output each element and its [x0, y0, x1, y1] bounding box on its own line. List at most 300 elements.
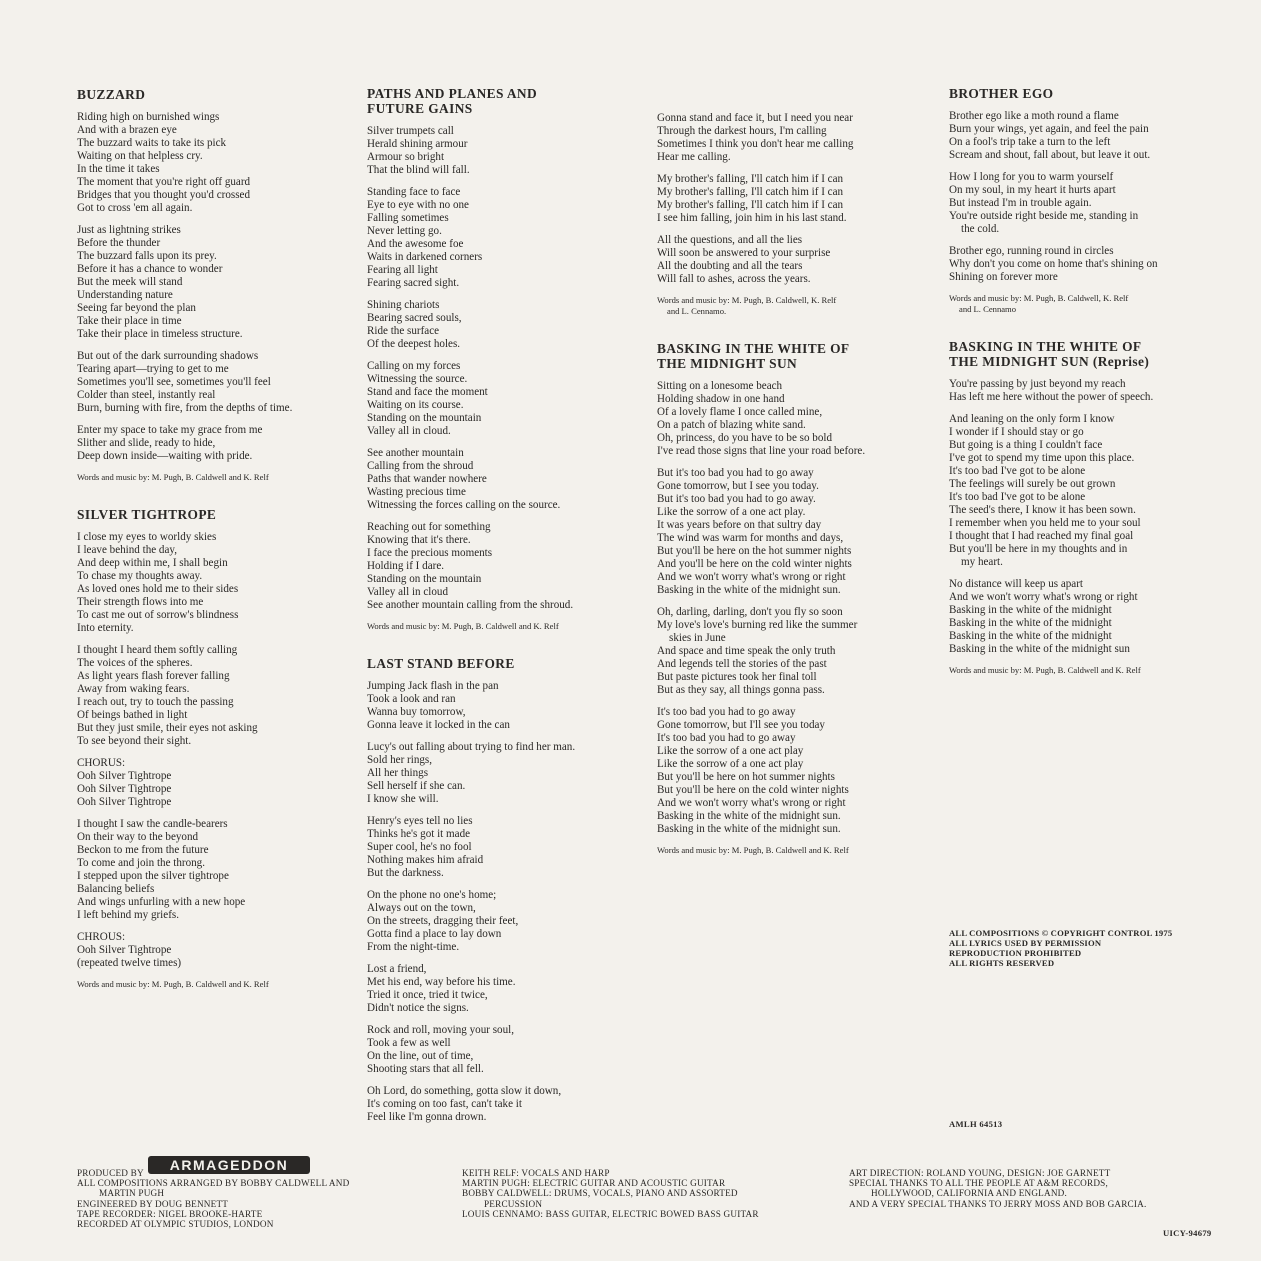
song-block	[367, 86, 639, 632]
lyric-line: Ooh Silver Tightrope	[77, 770, 172, 782]
footer-line: RECORDED AT OLYMPIC STUDIOS, LONDON	[77, 1219, 274, 1230]
lyric-stanza	[657, 380, 929, 458]
lyric-line: Of the deepest holes.	[367, 338, 461, 350]
lyric-line: Their strength flows into me	[77, 596, 204, 608]
lyric-line: Jumping Jack flash in the pan	[367, 680, 499, 692]
lyric-line: Thinks he's got it made	[367, 828, 471, 840]
lyric-line: Wasting precious time	[367, 486, 466, 498]
lyric-line: It's too bad you had to go away	[657, 706, 796, 718]
song-title	[657, 341, 929, 371]
lyric-line: Basking in the white of the midnight sun.	[657, 823, 841, 835]
lyric-line: Rock and roll, moving your soul,	[367, 1024, 514, 1036]
lyric-line: You're passing by just beyond my reach	[949, 378, 1126, 390]
lyric-line: Will fall to ashes, across the years.	[657, 273, 811, 285]
lyric-line: Ooh Silver Tightrope	[77, 796, 172, 808]
lyric-line: I thought I heard them softly calling	[77, 644, 238, 656]
credit-line: Words and music by: M. Pugh, B. Caldwell and K. Relf	[77, 472, 269, 482]
lyric-line: But it's too bad you had to go away	[657, 467, 814, 479]
lyric-line: But going is a thing I couldn't face	[949, 439, 1103, 451]
lyric-line: Witnessing the forces calling on the source.	[367, 499, 561, 511]
lyric-line: Tearing apart—trying to get to me	[77, 363, 229, 375]
lyric-line: CHROUS:	[77, 931, 126, 943]
song-title-line: BASKING IN THE WHITE OF	[949, 339, 1142, 354]
footer-line: ALL COMPOSITIONS ARRANGED BY BOBBY CALDWELL AND	[77, 1178, 350, 1189]
lyric-line: Colder than steel, instantly real	[77, 389, 216, 401]
lyric-line: (repeated twelve times)	[77, 957, 182, 969]
footer-credits-right	[849, 1168, 1146, 1209]
lyric-line: I face the precious moments	[367, 547, 493, 559]
song-title	[367, 86, 639, 116]
lyric-line: And we won't worry what's wrong or right	[949, 591, 1138, 603]
lyric-line: Got to cross 'em all again.	[77, 202, 193, 214]
footer-line: MARTIN PUGH: ELECTRIC GUITAR AND ACOUSTIC GUITAR	[462, 1178, 726, 1189]
column-4	[949, 86, 1221, 700]
lyric-line: My brother's falling, I'll catch him if I can	[657, 186, 844, 198]
produced-by-line	[77, 1154, 349, 1178]
lyric-stanza	[367, 521, 639, 612]
lyric-stanza	[949, 171, 1221, 236]
lyric-line: And legends tell the stories of the past	[657, 658, 827, 670]
song-block	[367, 656, 639, 1124]
lyric-line: Gotta find a place to lay down	[367, 928, 502, 940]
lyric-line: It was years before on that sultry day	[657, 519, 822, 531]
lyric-stanza	[949, 110, 1221, 162]
song-title	[367, 656, 639, 671]
lyric-line: Riding high on burnished wings	[77, 111, 220, 123]
lyric-stanza	[657, 112, 929, 164]
lyric-line: On the line, out of time,	[367, 1050, 474, 1062]
song-title-line: THE MIDNIGHT SUN	[657, 356, 798, 371]
armageddon-logo	[148, 1154, 310, 1178]
lyric-line: the cold.	[961, 223, 1000, 235]
lyric-line: Brother ego, running round in circles	[949, 245, 1114, 257]
lyric-line: Into eternity.	[77, 622, 134, 634]
lyric-line: Enter my space to take my grace from me	[77, 424, 263, 436]
lyric-line: On the phone no one's home;	[367, 889, 497, 901]
lyric-line: I remember when you held me to your soul	[949, 517, 1141, 529]
lyric-line: Waiting on that helpless cry.	[77, 150, 203, 162]
lyric-line: Waits in darkened corners	[367, 251, 483, 263]
lyric-line: And with a brazen eye	[77, 124, 177, 136]
lyric-line: See another mountain	[367, 447, 464, 459]
song-title	[77, 507, 349, 522]
lyric-stanza	[657, 706, 929, 836]
song-title-line: BROTHER EGO	[949, 86, 1054, 101]
lyric-line: Like the sorrow of a one act play.	[657, 506, 806, 518]
credit-line: Words and music by: M. Pugh, B. Caldwell, K. Relf	[657, 295, 837, 305]
lyric-line: Holding if I dare.	[367, 560, 445, 572]
lyric-stanza	[367, 360, 639, 438]
footer-line: AND A VERY SPECIAL THANKS TO JERRY MOSS AND BOB GARCIA.	[849, 1198, 1147, 1209]
song-title-line: THE MIDNIGHT SUN (Reprise)	[949, 354, 1150, 369]
lyric-line: Ride the surface	[367, 325, 440, 337]
lyric-stanza	[77, 931, 349, 970]
lyric-stanza	[77, 531, 349, 635]
lyric-line: Shooting stars that all fell.	[367, 1063, 484, 1075]
song-title	[77, 87, 349, 102]
lyric-line: Henry's eyes tell no lies	[367, 815, 473, 827]
lyric-stanza	[77, 757, 349, 809]
lyric-stanza	[367, 815, 639, 880]
lyric-line: I thought I saw the candle-bearers	[77, 818, 228, 830]
lyric-line: Super cool, he's no fool	[367, 841, 472, 853]
lyric-line: But as they say, all things gonna pass.	[657, 684, 825, 696]
lyric-line: Took a few as well	[367, 1037, 451, 1049]
lyric-stanza	[367, 889, 639, 954]
lyric-stanza	[367, 125, 639, 177]
song-title-line: FUTURE GAINS	[367, 101, 473, 116]
credit-line: and L. Cennamo	[959, 304, 1017, 314]
column-1	[77, 87, 349, 1014]
lyric-stanza	[657, 606, 929, 697]
lyric-line: Through the darkest hours, I'm calling	[657, 125, 827, 137]
lyric-line: Basking in the white of the midnight	[949, 617, 1112, 629]
copyright-line: ALL COMPOSITIONS © COPYRIGHT CONTROL 1975	[949, 928, 1173, 938]
lyric-line: Didn't notice the signs.	[367, 1002, 469, 1014]
lyric-line: Seeing far beyond the plan	[77, 302, 196, 314]
copyright-line: ALL LYRICS USED BY PERMISSION	[949, 938, 1102, 948]
lyric-line: In the time it takes	[77, 163, 160, 175]
lyric-line: I close my eyes to worldy skies	[77, 531, 217, 543]
copyright-line: ALL RIGHTS RESERVED	[949, 958, 1055, 968]
lyric-line: Bridges that you thought you'd crossed	[77, 189, 251, 201]
lyric-line: Gonna stand and face it, but I need you near	[657, 112, 853, 124]
lyric-line: To come and join the throng.	[77, 857, 206, 869]
lyric-line: To see beyond their sight.	[77, 735, 192, 747]
lyric-line: Took a look and ran	[367, 693, 456, 705]
lyric-line: Beckon to me from the future	[77, 844, 209, 856]
lyric-line: My brother's falling, I'll catch him if I can	[657, 173, 844, 185]
lyric-stanza	[367, 299, 639, 351]
lyric-line: Oh Lord, do something, gotta slow it down,	[367, 1085, 562, 1097]
lyric-line: The voices of the spheres.	[77, 657, 193, 669]
lyric-line: Basking in the white of the midnight sun.	[657, 810, 841, 822]
songwriter-credit	[657, 845, 929, 856]
lyric-stanza	[77, 644, 349, 748]
lyric-line: It's too bad you had to go away	[657, 732, 796, 744]
lyric-line: Brother ego like a moth round a flame	[949, 110, 1119, 122]
lyric-line: But you'll be here on the cold winter nights	[657, 784, 849, 796]
lyric-line: But instead I'm in trouble again.	[949, 197, 1092, 209]
lyric-stanza	[77, 818, 349, 922]
lyric-line: Paths that wander nowhere	[367, 473, 487, 485]
column-3	[657, 112, 929, 880]
lyric-line: Hear me calling.	[657, 151, 731, 163]
credit-line: Words and music by: M. Pugh, B. Caldwell and K. Relf	[77, 979, 269, 989]
song-title	[949, 339, 1221, 369]
lyric-line: Bearing sacred souls,	[367, 312, 462, 324]
produced-by-label: PRODUCED BY	[77, 1168, 144, 1178]
lyric-line: It's coming on too fast, can't take it	[367, 1098, 522, 1110]
lyric-line: Oh, darling, darling, don't you fly so soon	[657, 606, 843, 618]
footer-credits-middle	[462, 1168, 759, 1219]
lyric-stanza	[367, 741, 639, 806]
lyric-line: Understanding nature	[77, 289, 173, 301]
lyric-line: That the blind will fall.	[367, 164, 470, 176]
lyric-line: But it's too bad you had to go away.	[657, 493, 816, 505]
lyric-line: All the questions, and all the lies	[657, 234, 803, 246]
lyric-line: On a fool's trip take a turn to the left	[949, 136, 1111, 148]
lyric-line: It's too bad I've got to be alone	[949, 491, 1086, 503]
lyric-line: Tried it once, tried it twice,	[367, 989, 488, 1001]
lyric-line: Basking in the white of the midnight	[949, 630, 1112, 642]
lyric-line: Wanna buy tomorrow,	[367, 706, 466, 718]
lyric-stanza	[367, 1024, 639, 1076]
lyric-line: It's too bad I've got to be alone	[949, 465, 1086, 477]
lyric-line: How I long for you to warm yourself	[949, 171, 1114, 183]
lyric-line: Standing face to face	[367, 186, 461, 198]
lyric-line: As light years flash forever falling	[77, 670, 230, 682]
lyric-line: But you'll be here in my thoughts and in	[949, 543, 1128, 555]
lyric-stanza	[657, 467, 929, 597]
lyric-line: Ooh Silver Tightrope	[77, 944, 172, 956]
song-block	[657, 341, 929, 856]
lyric-line: Always out on the town,	[367, 902, 476, 914]
lyric-line: Basking in the white of the midnight sun.	[657, 584, 841, 596]
lyric-line: I see him falling, join him in his last stand.	[657, 212, 847, 224]
column-2	[367, 86, 639, 1142]
lyric-line: On my soul, in my heart it hurts apart	[949, 184, 1116, 196]
lyric-line: I've read those signs that line your road before.	[657, 445, 866, 457]
lyric-line: But they just smile, their eyes not asking	[77, 722, 258, 734]
lyric-stanza	[949, 245, 1221, 284]
lyric-line: My brother's falling, I'll catch him if I can	[657, 199, 844, 211]
footer-line: TAPE RECORDER: NIGEL BROOKE-HARTE	[77, 1208, 263, 1219]
lyric-line: I left behind my griefs.	[77, 909, 179, 921]
lyric-line: From the night-time.	[367, 941, 460, 953]
songwriter-credit	[949, 293, 1221, 315]
lyric-line: my heart.	[961, 556, 1003, 568]
lyric-line: On a patch of blazing white sand.	[657, 419, 806, 431]
song-block	[77, 87, 349, 483]
lyric-line: skies in June	[669, 632, 726, 644]
lyric-line: Reaching out for something	[367, 521, 491, 533]
lyric-stanza	[949, 413, 1221, 569]
lyric-line: The moment that you're right off guard	[77, 176, 251, 188]
lyric-line: Calling from the shroud	[367, 460, 474, 472]
credit-line: Words and music by: M. Pugh, B. Caldwell and K. Relf	[949, 665, 1141, 675]
copyright-notice	[949, 928, 1172, 968]
lyric-line: And we won't worry what's wrong or right	[657, 571, 846, 583]
songwriter-credit	[367, 621, 639, 632]
lyric-line: Shining on forever more	[949, 271, 1058, 283]
lyric-line: Scream and shout, fall about, but leave it out.	[949, 149, 1151, 161]
lyric-stanza	[77, 424, 349, 463]
song-block	[77, 507, 349, 990]
lyric-line: But the darkness.	[367, 867, 444, 879]
credit-line: Words and music by: M. Pugh, B. Caldwell and K. Relf	[657, 845, 849, 855]
credit-line: Words and music by: M. Pugh, B. Caldwell and K. Relf	[367, 621, 559, 631]
lyric-line: But you'll be here on the hot summer nights	[657, 545, 852, 557]
song-title-line: BASKING IN THE WHITE OF	[657, 341, 850, 356]
lyric-stanza	[77, 224, 349, 341]
lyric-line: Lost a friend,	[367, 963, 427, 975]
footer-line: BOBBY CALDWELL: DRUMS, VOCALS, PIANO AND ASSORTED	[462, 1188, 738, 1199]
lyric-line: All the doubting and all the tears	[657, 260, 803, 272]
lyric-line: Before the thunder	[77, 237, 161, 249]
footer-line: ART DIRECTION: ROLAND YOUNG, DESIGN: JOE GARNETT	[849, 1168, 1111, 1178]
lyric-line: Falling sometimes	[367, 212, 449, 224]
lyric-line: Slither and slide, ready to hide,	[77, 437, 216, 449]
lyric-line: Sometimes you'll see, sometimes you'll feel	[77, 376, 271, 388]
lyric-line: Stand and face the moment	[367, 386, 488, 398]
lyric-line: Deep down inside—waiting with pride.	[77, 450, 253, 462]
lyric-line: And wings unfurling with a new hope	[77, 896, 246, 908]
lyric-line: Met his end, way before his time.	[367, 976, 516, 988]
lyric-line: As loved ones hold me to their sides	[77, 583, 239, 595]
lyric-line: I know she will.	[367, 793, 439, 805]
lyric-line: Before it has a chance to wonder	[77, 263, 223, 275]
songwriter-credit	[77, 472, 349, 483]
lyric-line: Lucy's out falling about trying to find her man.	[367, 741, 576, 753]
lyric-line: Burn, burning with fire, from the depths of time.	[77, 402, 293, 414]
lyric-stanza	[657, 173, 929, 225]
footer-line: SPECIAL THANKS TO ALL THE PEOPLE AT A&M RECORDS,	[849, 1178, 1108, 1189]
lyric-line: You're outside right beside me, standing in	[949, 210, 1139, 222]
song-block	[949, 339, 1221, 676]
lyric-line: I leave behind the day,	[77, 544, 178, 556]
footer-line: LOUIS CENNAMO: BASS GUITAR, ELECTRIC BOWED BASS GUITAR	[462, 1208, 759, 1219]
lyric-line: The wind was warm for months and days,	[657, 532, 844, 544]
lyric-line: On the streets, dragging their feet,	[367, 915, 519, 927]
lyric-line: Holding shadow in one hand	[657, 393, 785, 405]
lyric-line: Like the sorrow of a one act play	[657, 745, 804, 757]
lyric-line: CHORUS:	[77, 757, 126, 769]
lyric-line: Gonna leave it locked in the can	[367, 719, 510, 731]
lyric-line: I thought that I had reached my final goal	[949, 530, 1134, 542]
lyric-line: And leaning on the only form I know	[949, 413, 1115, 425]
footer-line: PERCUSSION	[484, 1198, 543, 1209]
footer-line: MARTIN PUGH	[99, 1188, 165, 1199]
lyric-stanza	[367, 963, 639, 1015]
song-block	[657, 112, 929, 317]
lyric-line: And the awesome foe	[367, 238, 464, 250]
lyric-stanza	[367, 1085, 639, 1124]
lyric-line: I wonder if I should stay or go	[949, 426, 1084, 438]
lyric-line: Never letting go.	[367, 225, 442, 237]
songwriter-credit	[657, 295, 929, 317]
lyric-stanza	[77, 111, 349, 215]
lyric-line: Like the sorrow of a one act play	[657, 758, 804, 770]
lyric-line: Shining chariots	[367, 299, 440, 311]
songwriter-credit	[77, 979, 349, 990]
catalog-number: AMLH 64513	[949, 1119, 1003, 1129]
lyric-line: Of a lovely flame I once called mine,	[657, 406, 823, 418]
lyric-line: Just as lightning strikes	[77, 224, 181, 236]
lyric-line: Witnessing the source.	[367, 373, 468, 385]
lyric-line: But the meek will stand	[77, 276, 183, 288]
footer-line: ENGINEERED BY DOUG BENNETT	[77, 1198, 229, 1209]
lyric-line: I've got to spend my time upon this place.	[949, 452, 1135, 464]
lyric-line: Gone tomorrow, but I see you today.	[657, 480, 819, 492]
lyric-line: Fearing sacred sight.	[367, 277, 460, 289]
lyric-line: See another mountain calling from the shroud.	[367, 599, 574, 611]
lyric-line: The feelings will surely be out grown	[949, 478, 1116, 490]
lyric-line: Herald shining armour	[367, 138, 468, 150]
lyric-line: And space and time speak the only truth	[657, 645, 836, 657]
catalog-number-2: UICY-94679	[1163, 1228, 1212, 1238]
lyric-stanza	[77, 350, 349, 415]
lyric-line: No distance will keep us apart	[949, 578, 1084, 590]
lyric-stanza	[657, 234, 929, 286]
lyric-line: Knowing that it's there.	[367, 534, 471, 546]
lyric-line: But you'll be here on hot summer nights	[657, 771, 835, 783]
lyric-line: The seed's there, I know it has been sown.	[949, 504, 1136, 516]
lyric-line: Basking in the white of the midnight	[949, 604, 1112, 616]
footer-credits-left	[77, 1154, 349, 1229]
footer-line: KEITH RELF: VOCALS AND HARP	[462, 1168, 610, 1178]
lyric-line: Basking in the white of the midnight sun	[949, 643, 1130, 655]
lyric-line: Nothing makes him afraid	[367, 854, 484, 866]
lyric-line: Burn your wings, yet again, and feel the pain	[949, 123, 1149, 135]
lyric-line: To cast me out of sorrow's blindness	[77, 609, 239, 621]
lyric-line: Away from waking fears.	[77, 683, 190, 695]
credit-line: Words and music by: M. Pugh, B. Caldwell, K. Relf	[949, 293, 1129, 303]
songwriter-credit	[949, 665, 1221, 676]
lyric-line: Balancing beliefs	[77, 883, 155, 895]
lyric-line: Take their place in time	[77, 315, 182, 327]
lyric-stanza	[367, 186, 639, 290]
song-title-line: PATHS AND PLANES AND	[367, 86, 538, 101]
copyright-line: REPRODUCTION PROHIBITED	[949, 948, 1082, 958]
lyric-line: And deep within me, I shall begin	[77, 557, 228, 569]
lyric-line: Waiting on its course.	[367, 399, 464, 411]
lyric-stanza	[367, 447, 639, 512]
lyric-line: My love's love's burning red like the summer	[657, 619, 858, 631]
lyric-line: Fearing all light	[367, 264, 438, 276]
lyric-line: Valley all in cloud.	[367, 425, 451, 437]
lyric-line: The buzzard waits to take its pick	[77, 137, 227, 149]
lyric-line: Sell herself if she can.	[367, 780, 466, 792]
lyric-line: Oh, princess, do you have to be so bold	[657, 432, 833, 444]
lyric-line: I stepped upon the silver tightrope	[77, 870, 229, 882]
lyric-line: And we won't worry what's wrong or right	[657, 797, 846, 809]
lyric-line: Eye to eye with no one	[367, 199, 469, 211]
lyric-line: The buzzard falls upon its prey.	[77, 250, 217, 262]
lyric-line: Valley all in cloud	[367, 586, 449, 598]
lyric-line: Sometimes I think you don't hear me calling	[657, 138, 854, 150]
lyric-line: But out of the dark surrounding shadows	[77, 350, 259, 362]
lyric-line: Ooh Silver Tightrope	[77, 783, 172, 795]
lyric-line: Take their place in timeless structure.	[77, 328, 243, 340]
lyric-line: To chase my thoughts away.	[77, 570, 203, 582]
lyric-line: Why don't you come on home that's shining on	[949, 258, 1158, 270]
lyric-line: I reach out, try to touch the passing	[77, 696, 234, 708]
lyric-line: And you'll be here on the cold winter nights	[657, 558, 852, 570]
lyric-line: Sold her rings,	[367, 754, 433, 766]
song-title-line: BUZZARD	[77, 87, 146, 102]
lyric-line: Calling on my forces	[367, 360, 461, 372]
lyric-line: On their way to the beyond	[77, 831, 199, 843]
song-title-line: SILVER TIGHTROPE	[77, 507, 217, 522]
lyric-line: Gone tomorrow, but I'll see you today	[657, 719, 825, 731]
footer-line: HOLLYWOOD, CALIFORNIA AND ENGLAND.	[871, 1188, 1067, 1199]
credit-line: and L. Cennamo.	[667, 306, 727, 316]
lyric-line: But paste pictures took her final toll	[657, 671, 817, 683]
lyric-line: All her things	[367, 767, 429, 779]
lyric-line: Silver trumpets call	[367, 125, 454, 137]
lyric-line: Has left me here without the power of speech.	[949, 391, 1154, 403]
lyric-line: Standing on the mountain	[367, 412, 482, 424]
lyric-stanza	[949, 378, 1221, 404]
lyric-line: Of beings bathed in light	[77, 709, 188, 721]
song-title	[949, 86, 1221, 101]
lyric-line: Standing on the mountain	[367, 573, 482, 585]
lyric-line: Sitting on a lonesome beach	[657, 380, 783, 392]
lyric-line: Feel like I'm gonna drown.	[367, 1111, 487, 1123]
song-block	[949, 86, 1221, 315]
lyric-stanza	[949, 578, 1221, 656]
